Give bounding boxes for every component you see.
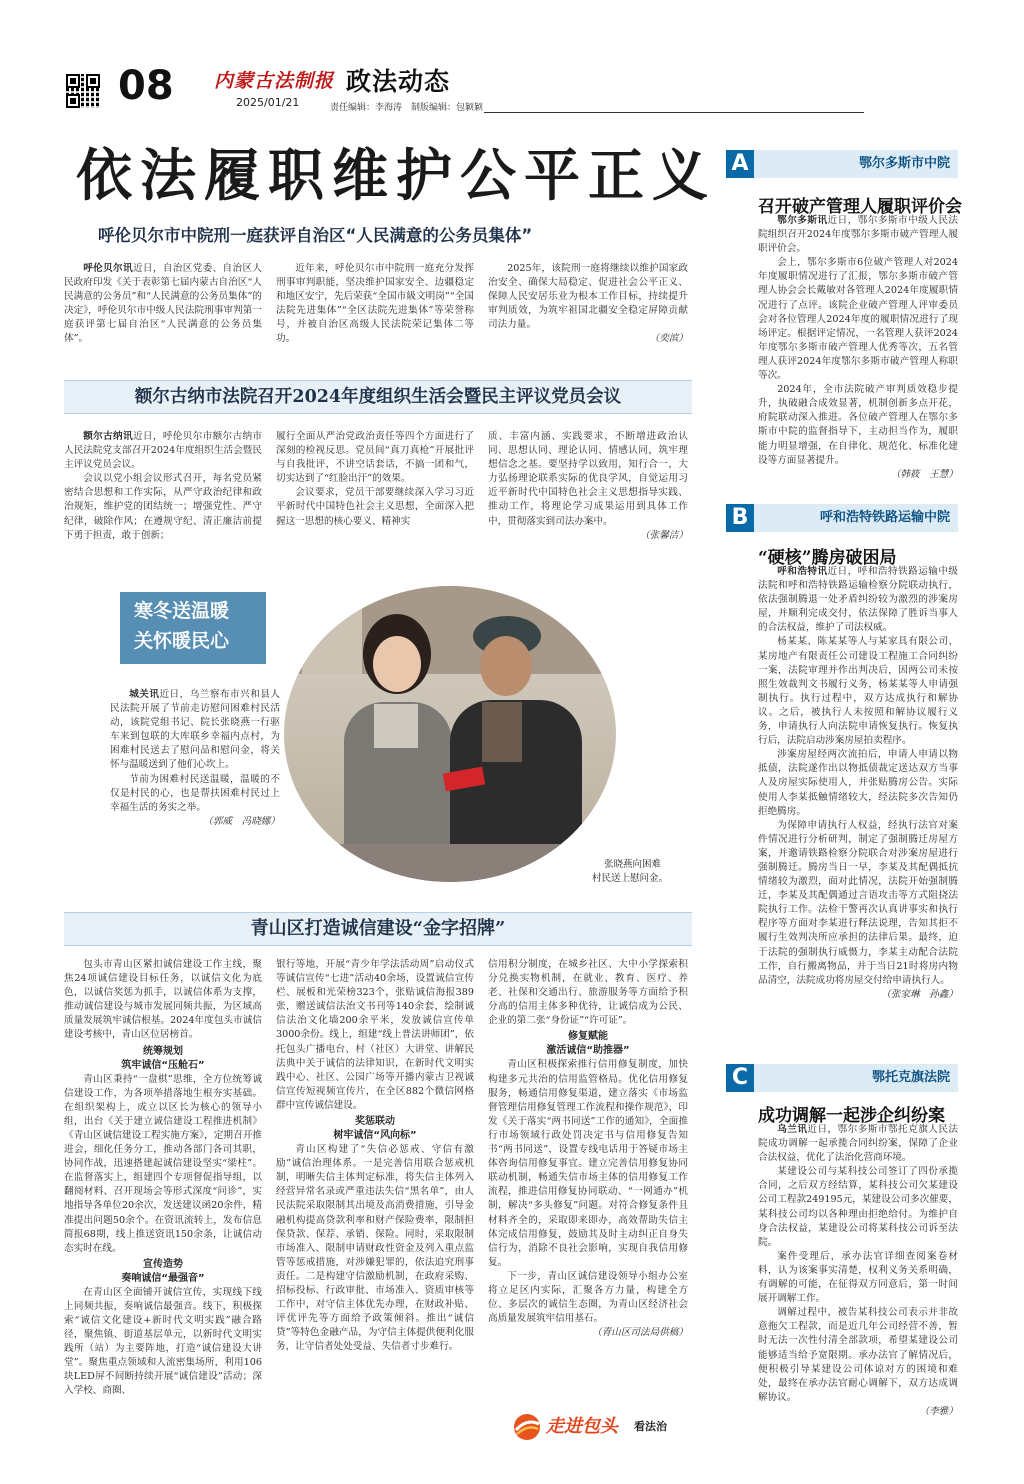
article4-s4-head1: 修复赋能 (568, 1031, 608, 1043)
article4-s4-head2: 激活诚信“助推器” (546, 1045, 630, 1057)
main-col-1: 呼伦贝尔讯近日，自治区党委、自治区人民政府印发《关于表彰第七届内蒙古自治区“人民满意的公务员”和“人民满意的公务员集体”的决定》，呼伦贝尔市中级人民法院刑事审判第一庭获评第七届自治区“人民满意的公务员集体”。 (64, 263, 262, 345)
sidebar-a-title: 召开破产管理人履职评价会 (758, 197, 962, 217)
article4-title: 青山区打造诚信建设“金字招牌” (250, 918, 506, 939)
sidebar-b-byline: （张家琳 孙鑫） (881, 988, 958, 1000)
main-col-3: 2025年，该院刑一庭将继续以维护国家政治安全、确保大局稳定、促进社会公平正义、保障人民安居乐业为根本工作目标，持续提升审判质效，为筑牢祖国北疆安全稳定屏障贡献司法力量。 （奕滨） (488, 262, 688, 352)
sidebar-c-text: 乌兰讯近日，鄂尔多斯市鄂托克旗人民法院成功调解一起承揽合同纠纷案，保障了企业合法权益，优化了法治化营商环境。 某建设公司与某科技公司签订了四份承揽合同，之后双方经结算，某科技公司欠某建设公司工程款249195元，某建设公司多次催要，某科技公司均以各种理由拒绝给付。为维护自身合法权益，某建设公司将某科技公司诉至法院。 案件受理后，承办法官详细查阅案卷材料，认为该案事实清楚，权利义务关系明确，有调解的可能，在征得双方同意后，第一时间展开调解工作。 调解过程中，被告某科技公司表示并非故意拖欠工程款，而是近几年公司经营不善，暂时无法一次性付清全部款项，希望某建设公司能够适当给予宽限期。承办法官了解情况后，便积极引导某建设公司体谅对方的困境和难处，最终在承办法官耐心调解下，双方达成调解协议。 （李雅） (758, 1123, 958, 1451)
issue-date: 2025/01/21 (236, 96, 300, 109)
logo-subtext: 看法治 (634, 1420, 667, 1433)
sidebar-a-court: 鄂尔多斯市中院 (858, 156, 950, 171)
sidebar-c-bar (754, 1064, 958, 1092)
article2-banner (64, 380, 692, 414)
article2-col-2: 履行全面从严治党政治责任等四个方面进行了深刻的检视反思。党员间“真刀真枪”开展批评与自我批评，不讲空话套话，不搞一团和气，切实达到了“红脸出汗”的效果。 会议要求，党员干部要继续深入学习习近平新时代中国特色社会主义思想，全面深入把握这一思想的核心要义、精神实 (276, 431, 474, 527)
zoujin-baotou-logo (512, 1410, 682, 1444)
article4-s3-head1: 奖惩联动 (355, 1116, 395, 1128)
article2-title: 额尔古纳市法院召开2024年度组织生活会暨民主评议党员会议 (134, 387, 622, 407)
sidebar-a-byline: （韩筱 王慧） (890, 468, 958, 480)
article3-title-line2: 关怀暖民心 (134, 630, 230, 652)
article3-text: 城关讯近日，乌兰察布市兴和县人民法院开展了节前走访慰问困难村民活动，该院党组书记、院长张晓燕一行驱车来到包联的大库联乡幸福内点村，为困难村民送去了慰问品和慰问金，将关怀与温暖送到了他们心坎上。 节前为困难村民送温暖，温暖的不仅是村民的心，也是帮扶困难村民过上幸福生活的务实之举。 （郭威 冯晓娜） (110, 688, 280, 876)
article4-s2-head1: 宣传造势 (143, 1258, 183, 1270)
masthead-rule (484, 112, 864, 113)
sidebar-b-bar (754, 504, 958, 532)
sidebar-c-byline: （李雅） (919, 1405, 958, 1417)
article4-s2-head2: 奏响诚信“最强音” (121, 1272, 205, 1284)
editors-line: 责任编辑：李海涛 制版编辑：包颖颖 (330, 103, 484, 113)
article3-title-box (120, 592, 266, 664)
article4-col-2: 银行等地，开展“青少年学法活动周”启动仪式等诚信宣传“七进”活动40余场，设置诚信宣传栏、展板和光荣榜323个，张贴诚信海报389张，赠送诚信法治文书刊等140余套，绘制诚信法治文化墙200余平米，发放诚信宣传单3000余份。线上，组建“线上普法讲师团”，依托包头广播电台、村（社区）大讲堂、讲解民法典中关于诚信的法律知识，在新时代文明实践中心、社区、公园广场等开播内蒙古卫视诚信宣传短视频宣传片，在全区882个微信网格群中宣传诚信建设。 奖惩联动 树牢诚信“风向标” 青山区构建了“失信必惩戒、守信有激励”诚信治理体系。一是完善信用联合惩戒机制，明晰失信主体判定标准，将失信主体列入经营异常名录或严重违法失信“黑名单”，由人民法院采取限制其出境及高消费措施，引导金融机构提高贷款利率和财产保险费率，限制担保贷款、保荐、承销、保险。同时，采取限制市场准入、限制申请财政性资金及列入重点监管等惩戒措施，对涉嫌犯罪的，依法追究刑事责任。二是构建守信激励机制，在政府采购、招标投标、行政审批、市场准入、资质审核等工作中，对守信主体优先办理，在财政补贴、评优评先等方面给予政策倾斜。推出“诚信贷”等特色金融产品，为守信主体提供便利化服务，让守信者处处受益、失信者寸步难行。 (276, 959, 474, 1353)
article2-col-1: 额尔古纳讯近日，呼伦贝尔市额尔古纳市人民法院党支部召开2024年度组织生活会暨民主评议党员会议。 会议以党小组会议形式召开，每名党员紧密结合思想和工作实际，从严守政治纪律和政治规矩，维护党的团结统一；增强党性、严守纪律，破除作风；在遵规守纪、清正廉洁前提下勇于担责，敢于创新； (64, 431, 262, 541)
main-title: 依法履职维护公平正义 (76, 143, 716, 209)
winter-visit-photo (282, 584, 618, 884)
article4-col-1: 包头市青山区紧扣诚信建设工作主线，聚焦24项诚信建设目标任务，以诚信文化为底色，以诚信奖惩为抓手，以诚信体系为支撑，推动诚信建设与城市发展同频共振，为区域高质量发展筑牢诚信根基。2024年度包头市诚信建设考核中，青山区位居榜首。 统筹规划 筑牢诚信“压舱石” 青山区秉持“一盘棋”思维，全方位统筹诚信建设工作，为各项举措落地生根夯实基础。在组织架构上，成立以区长为核心的领导小组，出台《关于建立诚信建设工程推进机制》《青山区诚信建设工程实施方案》，定期召开推进会，细化任务分工，推动各部门各司其职，协同作战，迅速搭建起诚信建设坚实“梁柱”。在监督落实上，组建四个专项督促指导组，以翻阅材料、召开现场会等形式深度“问诊”，实地指导各单位20余次，发送建议函20余件，精准提出问题50余个。在资讯流转上，发布信息简报68期，线上推送资讯150余条，让诚信动态实时在线。 宣传造势 奏响诚信“最强音” 在青山区全面铺开诚信宣传，实现线下线上同频共振，奏响诚信最强音。线下，积极探索“诚信文化建设+新时代文明实践”融合路径，聚焦镇、街道基层单元，以新时代文明实践所（站）为主要阵地，打造“诚信建设大讲堂”。聚焦重点领域和人流密集场所，利用106块LED屏不间断持续开展“诚信建设”活动；深入学校、商圈、 (64, 959, 262, 1397)
sidebar-a-text: 鄂尔多斯讯近日，鄂尔多斯市中级人民法院组织召开2024年度鄂尔多斯市破产管理人履职评价会。 会上，鄂尔多斯市6位破产管理人对2024年度履职情况进行了汇报，鄂尔多斯市破产管理人协会会长戴敏对各管理人2024年度履职情况进行了点评。该院企业破产管理人评审委员会对各位管理人2024年度的履职情况进行了现场评定。根据评定情况，一名管理人获评2024年度鄂尔多斯市破产管理人优秀等次，五名管理人获评2024年度鄂尔多斯市破产管理人称职等次。 2024年，全市法院破产审判质效稳步提升，执破融合成效显著，机制创新多点开花，府院联动深入推进。各位破产管理人在鄂尔多斯市中院的监督指导下，主动担当作为，履职能力明显增强，在自律化、规范化、标准化建设等方面显著提升。 （韩筱 王慧） (758, 214, 958, 504)
main-col-2: 近年来，呼伦贝尔市中院刑一庭充分发挥刑事审判职能，坚决维护国家安全、边疆稳定和地区安宁，先后荣获“全国市級文明岗”“全国法院先进集体”“全区法院先进集体”等荣誉称号，并被自治区高级人民法院荣记集体二等功。 (276, 263, 474, 345)
article4-banner (64, 912, 692, 946)
qr-code-icon (66, 74, 100, 108)
photo-caption: 张晓燕向困难 村民送上慰问金。 (592, 859, 669, 884)
article2-col-3: 质、丰富内涵、实践要求，不断增进政治认同、思想认同、理论认同、情感认同，筑牢理想信念之基。要坚持学以致用，知行合一，大力弘扬理论联系实际的优良学风，自觉运用习近平新时代中国特色社会主义思想指导实践、推动工作，将理论学习成果运用到具体工作中，贯彻落实到司法办案中。 （张馨洁） (488, 430, 688, 546)
article3-title-line1: 寒冬送温暖 (134, 600, 230, 622)
page-number: 08 (118, 63, 174, 109)
article4-s3-head2: 树牢诚信“风向标” (333, 1130, 417, 1142)
main-subtitle: 呼伦贝尔市中院刑一庭获评自治区“人民满意的公务员集体” (98, 226, 533, 245)
sidebar-b-text: 呼和浩特讯近日，呼和浩特铁路运输中级法院和呼和浩特铁路运输检察分院联动执行，依法强制腾退一处矛盾纠纷较为激烈的涉案房屋，并顺利完成交付，依法保障了胜诉当事人的合法权益，维护了司法权威。 杨某某、陈某某等人与某家具有限公司、某房地产有限责任公司建设工程施工合同纠纷一案，法院审理并作出判决后，因两公司未按照生效裁判文书履行义务，杨某某等人申请强制执行。执行过程中，双方达成执行和解协议。之后，被执行人未按照和解协议履行义务，申请执行人向法院申请恢复执行。恢复执行后，法院启动涉案房屋拍卖程序。 涉案房屋经两次流拍后，申请人申请以物抵债，法院遂作出以物抵债裁定送达双方当事人及房屋实际使用人，并张贴腾房公告。实际使用人李某抵触情绪较大，经法院多次告知仍拒绝腾房。 为保障申请执行人权益，经执行法官对案件情况进行分析研判，制定了强制腾迁房屋方案，并邀请铁路检察分院联合对涉案房屋进行强制腾迁。腾房当日一早，李某及其配偶抵抗情绪较为激烈，面对此情况，法院开始强制腾迁，李某及其配偶通过言语攻击等方式阻挠法院执行工作。法检干警再次认真讲事实和执行程序等方面对李某进行释法说理，告知其拒不履行生效判决所应承担的法律后果。最终，迫于法院的强制执行威慑力，李某主动配合法院工作，自行搬离物品，并于当日21时将房内物品清空，法院成功将房屋交付给申请执行人。 （张家琳 孙鑫） (758, 565, 958, 1045)
main-byline: （奕滨） (649, 333, 688, 345)
newspaper-logo: 内蒙古法制报 (214, 70, 335, 92)
sidebar-c-title: 成功调解一起涉企纠纷案 (758, 1106, 945, 1126)
section-title: 政法动态 (346, 67, 451, 96)
article4-s1-head1: 统筹规划 (143, 1045, 183, 1057)
article3-byline: （郭威 冯晓娜） (203, 815, 280, 827)
sidebar-c-court: 鄂托克旗法院 (871, 1070, 950, 1085)
sidebar-a-letter: A (726, 150, 754, 178)
article4-s1-head2: 筑牢诚信“压舱石” (121, 1059, 205, 1071)
logo-swoosh-icon (512, 1412, 542, 1442)
sidebar-b-letter: B (726, 504, 754, 532)
sidebar-b-title: “硬核”腾房破困局 (758, 548, 897, 568)
article2-byline: （张馨洁） (640, 529, 688, 541)
sidebar-b-court: 呼和浩特铁路运输中院 (819, 510, 950, 525)
article4-col-3: 信用积分制度，在城乡社区、大中小学探索积分兑换实物机制，在就业、教育、医疗、养老、社保和交通出行、旅游服务等方面给予积分高的信用主体多种优待，让诚信成为公民、企业的第二张“身份证”“许可证”。 修复赋能 激活诚信“助推器” 青山区积极探索推行信用修复制度，加快构建多元共治的信用监管格局。优化信用修复服务，畅通信用修复渠道，建立落实《市场监督管理信用修复管理工作流程和操作规范》，印发《关于落实“两书同送”工作的通知》，全面推行市场领域行政处罚决定书与信用修复告知书“两书同送”，设置专线电话用于答疑市场主体咨询信用修复事宜。建立完善信用修复协同联动机制，畅通失信市场主体的信用修复工作流程，推进信用修复协同联动、“一网通办”机制，解决“多头修复”问题。对符合修复条件且材料齐全的，采取即来即办，高效帮助失信主体完成信用修复，鼓励其及时主动纠正自身失信行为，消除不良社会影响，实现自我信用修复。 下一步，青山区诚信建设领导小组办公室将立足区内实际，汇聚各方力量，构建全方位、多层次的诚信生态圈，为青山区经济社会高质量发展筑牢信用基石。 （青山区司法局供稿） (488, 958, 688, 1368)
sidebar-a-bar (754, 150, 958, 178)
article4-byline: （青山区司法局供稿） (592, 1327, 688, 1339)
sidebar-c-letter: C (726, 1064, 754, 1092)
logo-text: 走进包头 (546, 1416, 618, 1437)
